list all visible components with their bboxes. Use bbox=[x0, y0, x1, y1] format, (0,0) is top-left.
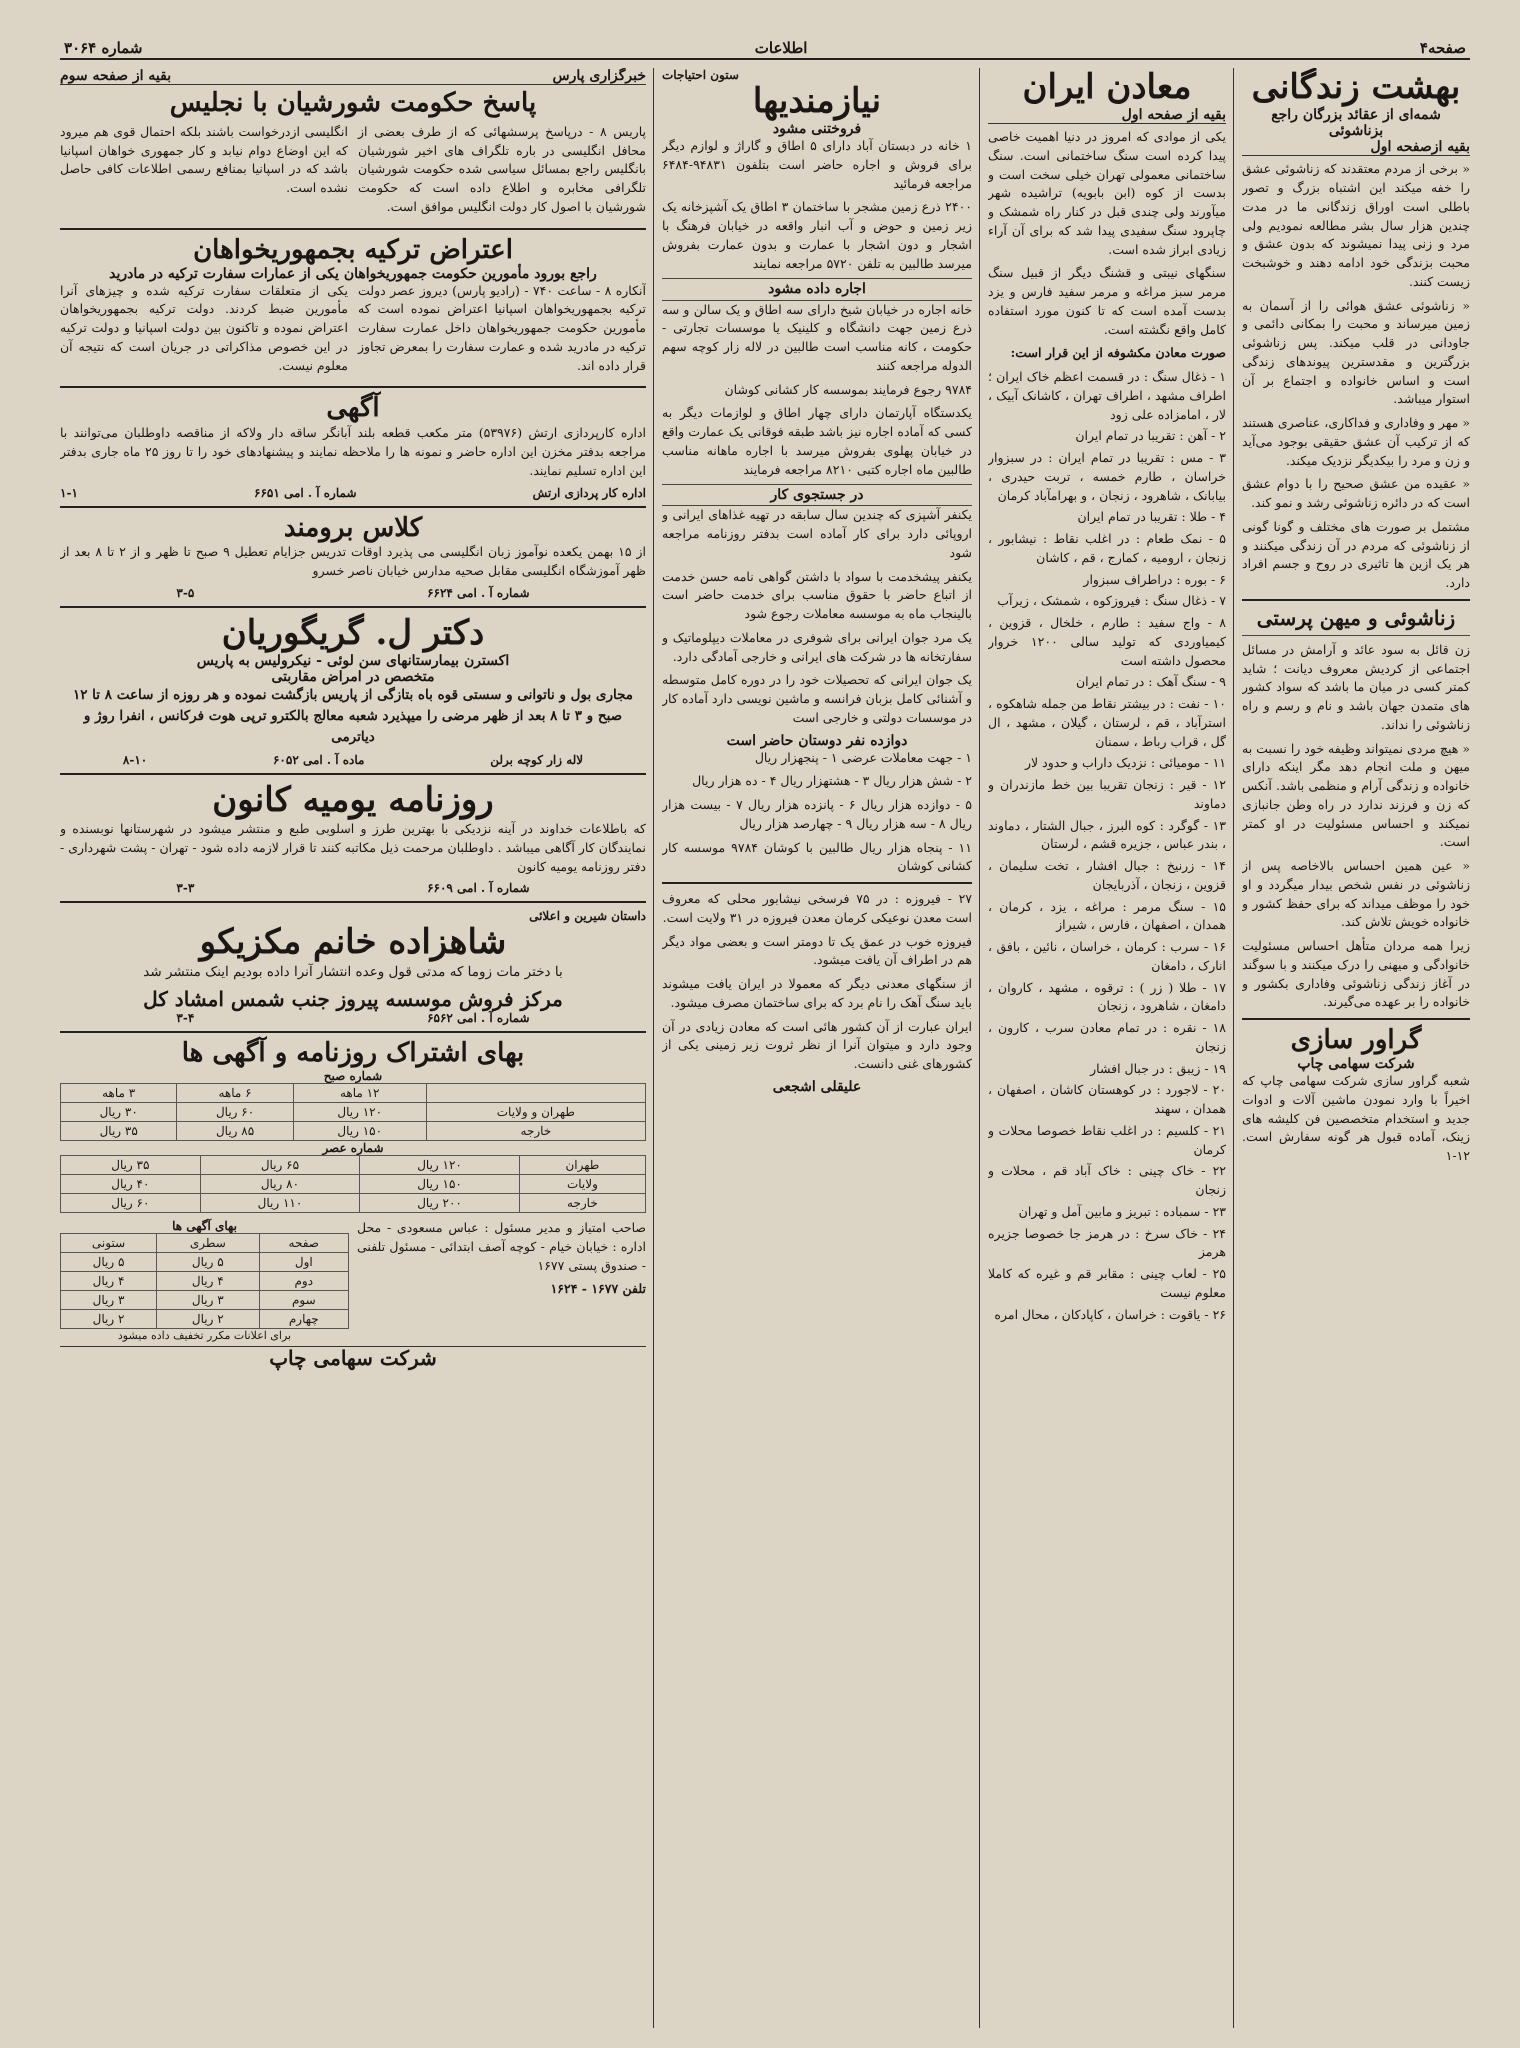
column-mines bbox=[988, 68, 1226, 2028]
list-item: یک مرد جوان ایرانی برای شوفری در معاملات دیپلوماتیک و سفارتخانه ها در شرکت های ایرانی و خارجی آمادگی دارد. bbox=[662, 629, 972, 664]
ad-sign: اداره کار پردازی ارتش bbox=[532, 485, 646, 500]
list-item: ۱۱ - پنجاه هزار ریال طالبین با کوشان ۹۷۸۴ موسسه کار کشانی کوشان bbox=[662, 839, 972, 874]
table-cell: ۲۰۰ ریال bbox=[360, 1194, 520, 1213]
table-cell: اول bbox=[259, 1253, 348, 1272]
column-classifieds bbox=[662, 68, 972, 2028]
table-cell: ۱۲۰ ریال bbox=[293, 1103, 426, 1122]
printer-name: شرکت سهامی چاپ bbox=[60, 1346, 646, 1370]
mines-list bbox=[988, 368, 1226, 1324]
table-cell: طهران و ولایات bbox=[426, 1103, 645, 1122]
ad-text: مجاری بول و ناتوانی و سستی قوه باه بتازگی از پاریس بازگشت نموده و هر روزه از ساعت ۸ تا ۱۲ صبح و ۳ تا ۸ بعد از ظهر مرضی را میپذیرد شعبه معالج بالکترو ترپی هوت فرکانس ، انفرا روژ و دیاترمی bbox=[72, 687, 634, 746]
book-ad bbox=[60, 909, 646, 1025]
table-cell: خارجه bbox=[519, 1194, 645, 1213]
paragraph: انگلیسی ازدرخواست باشند بلکه احتمال قوی هم میرود که این اوضاع دوام نیابد و کار جمهوری خواهان اسپانیا باشد که در اسپانیا بمنافع رسمی اطلاعات کافی حاصل نشده است. bbox=[60, 123, 348, 196]
continued-label: بقیه از صفحه اول bbox=[988, 107, 1226, 124]
story-title: پاسخ حکومت شورشیان با نجلیس bbox=[169, 88, 537, 118]
classifieds-title: نیازمندیها bbox=[752, 81, 882, 121]
list-item: ۹۷۸۴ رجوع فرمایند بموسسه کار کشانی کوشان bbox=[724, 381, 972, 397]
list-item: خانه اجاره در خیابان شیخ دارای سه اطاق و یک سالن و سه ذرع زمین جهت دانشگاه و کلینیک یا موسسات تجارتی - حکومت ، کانه مناسب است طالبین در لاله زار کوچه سهم الدوله مراجعه کنند bbox=[662, 301, 972, 373]
ad-ref: ماده آ . امی ۶۰۵۲ bbox=[272, 752, 365, 767]
paragraph: « هیچ مردی نمیتواند وظیفه خود را نسبت به میهن و ملت انجام دهد مگر اینکه دارای خانواده و زندگی آرام و منظمی باشد. آنکس که زن و فرزند ندارد در راه وطن جانبازی نمیکند و احساس مسئولیت در او کمتر است. bbox=[1242, 740, 1470, 850]
paragraph: « عین همین احساس بالاخاصه پس از زناشوئی در نفس شخص بیدار میگردد و او خود را موظف میداند که برای حفظ کشور و خانواده خویش تلاش کند. bbox=[1242, 858, 1470, 930]
table-header: سطری bbox=[157, 1234, 260, 1253]
engraving-ad-title: گراور سازی bbox=[1290, 1025, 1422, 1056]
story-subtitle: راجع بورود مأمورین حکومت جمهوریخواهان یکی از عمارات سفارت ترکیه در مادرید bbox=[109, 265, 597, 282]
table-row bbox=[61, 1291, 349, 1310]
table-cell: ۳۰ ریال bbox=[61, 1103, 177, 1122]
ad-ref: شماره آ . امی ۶۶۵۱ bbox=[254, 485, 357, 500]
ad-small: داستان شیرین و اعلائی bbox=[529, 909, 646, 924]
ad-count: ۸-۱۰ bbox=[122, 752, 148, 767]
ad-ref: شماره آ . امی ۶۵۶۲ bbox=[427, 1011, 530, 1026]
table-cell: ۲ ریال bbox=[157, 1310, 260, 1329]
list-item: ۲۴۰۰ ذرع زمین مشجر با ساختمان ۳ اطاق یک آشپزخانه یک زیر زمین و حوض و آب انبار واقعه در خیابان فرهنگ با اشجار و دون اشجار با عمارت و بدون عمارت بفروش میرسد طالبین به تلفن ۵۷۲۰ مراجعه نمایند bbox=[662, 199, 972, 271]
mine-list-item: ۱ - ذغال سنگ : در قسمت اعظم خاک ایران ؛ اطراف مشهد ، اطراف تهران ، کاشانک آبیک ، لار ، امامزاده علی زود bbox=[988, 369, 1226, 422]
mine-list-item: ۹ - سنگ آهک : در تمام ایران bbox=[1075, 674, 1226, 690]
ad-subtitle: متخصص در امراض مقاربتی bbox=[271, 669, 435, 686]
table-row bbox=[61, 1103, 646, 1122]
article-subtitle: شمه‌ای از عقائد بزرگان راجع بزناشوئی bbox=[1271, 107, 1441, 140]
paragraph: زیرا همه مردان متأهل احساس مسئولیت خانوادگی و میهنی را درک میکنند و با سوگند در آغاز زندگی زناشوئی وفاداری بکشور و خانواده را بر عهده می‌گیرند. bbox=[1242, 938, 1470, 1010]
mine-list-item: ۳ - مس : تقریبا در تمام ایران : در سبزوار خراسان ، طارم خمسه ، تربت حیدری ، بیابانک ، شاهرود ، زنجان ، و بهرامآباد کرمان bbox=[988, 450, 1226, 503]
ad-text: اداره کارپردازی ارتش (۵۳۹۷۶) متر مکعب قطعه بلند آبانگر ساقه دار ولاکه از مناقصه داوطلبان می‌توانند با مراجعه بدفتر مخزن این اداره حاضر و نمونه ها را ملاحظه نمایند و پیشنهادهای خود را تا روز ۲۵ ماه جاری بدفتر این اداره تسلیم نمایند. bbox=[60, 425, 646, 478]
ad-text: با دختر مات زوما که مدتی قول وعده انتشار آنرا داده بودیم اینک منتشر شد bbox=[143, 964, 563, 981]
ad-text: از ۱۵ بهمن یکعده نوآموز زبان انگلیسی می پذیرد اوقات تدریس جزایام تعطیل ۹ صبح تا ظهر و از ۲ تا ۸ بعد از ظهر آموزشگاه انگلیسی مقابل صحیه مدارس خیابان ناصر خسرو bbox=[60, 544, 646, 579]
mine-list-item: ۸ - واج سفید : طارم ، خلخال ، قزوین ، کیمیاوردی که تولید سالی ۱۲۰۰ خروار محصول داشته است bbox=[988, 615, 1226, 668]
mine-list-item: ۲۶ - یاقوت : خراسان ، کاپادکان ، محال امره bbox=[994, 1306, 1226, 1322]
table-cell: ۱۵۰ ریال bbox=[293, 1122, 426, 1141]
table-header bbox=[426, 1084, 645, 1103]
engraving-ad-subtitle: شرکت سهامی چاپ bbox=[1297, 1056, 1415, 1073]
jobs-heading: دوازده نفر دوستان حاضر است bbox=[726, 732, 908, 749]
footer-note: برای اعلانات مکرر تخفیف داده میشود bbox=[117, 1329, 292, 1343]
page-header bbox=[60, 38, 1470, 60]
paragraph: ایران عبارت از آن کشور هائی است که معادن زیادی در آن وجود دارد و میتوان آنرا از نظر ثروت زیر زمینی یکی از کشورهای غنی دانست. bbox=[662, 1018, 972, 1072]
ad-subtitle: مرکز فروش موسسه پیروز جنب شمس امشاد کل bbox=[143, 987, 563, 1012]
list-item: ۱ - جهت معاملات عرضی ۱ - پنجهزار ریال bbox=[754, 749, 972, 765]
mine-list-item: ۱۶ - سرب : کرمان ، خراسان ، نائین ، بافق ، انارک ، دامغان bbox=[988, 939, 1226, 973]
mine-list-item: ۱۵ - سنگ مرمر : مراغه ، یزد ، کرمان ، همدان ، اصفهان ، فارس ، شیراز bbox=[988, 898, 1226, 933]
engraving-ad-text: شعبه گراور سازی شرکت سهامی چاپ که اخیراً با وارد نمودن ماشین آلات و ادوات جدید و استخدام متخصصین فن کلیشه های زینک، آماده قبول هر گونه سفارش است. ۱۲-۱ bbox=[1242, 1073, 1470, 1164]
table-cell: چهارم bbox=[259, 1310, 348, 1329]
table-cell: ۸۰ ریال bbox=[200, 1175, 360, 1194]
continued-label: بقیه ازصفحه اول bbox=[1242, 139, 1470, 156]
section-label: ستون احتیاجات bbox=[662, 68, 739, 82]
paragraph: « زناشوئی عشق هوائی را از آسمان به زمین میرساند و محبت را بمکانی دائمی و جاودانی در قلب میکند. پس زناشوئی بزرگترین و مقدسترین پیوندهای زندگی است و اساس خانواده و اجتماع بر آن استوار میباشد. bbox=[1242, 297, 1470, 407]
list-item: ۵ - دوازده هزار ریال ۶ - پانزده هزار ریال ۷ - بیست هزار ریال ۸ - سه هزار ریال ۹ - چهارصد هزار ریال bbox=[662, 797, 972, 831]
paragraph: ۲۷ - فیروزه : در ۷۵ فرسخی نیشابور محلی که معروف است معدن نوعیکی کرمان معدن فیروزه در ۳۱ ولایت است. bbox=[662, 891, 972, 925]
list-item: ۲ - شش هزار ریال ۳ - هشتهزار ریال ۴ - ده هزار ریال bbox=[692, 773, 972, 789]
paragraph: سنگهای نیبتی و قشنگ دیگر از قبیل سنگ مرمر سبز مراغه و مرمر سفید فارس و یزد بدست آمده است که تا کنون مورد استفاده کامل واقع نگشته است. bbox=[988, 265, 1226, 337]
table-caption: شماره عصر bbox=[322, 1141, 384, 1156]
paragraph: آنکاره ۸ - ساعت ۷۴۰ - (رادیو پارس) دیروز عصر دولت ترکیه بجمهوریخواهان اسپانیا اعتراض نموده است که مأمورین حکومت جمهوریخواهان داخل عمارت سفارت ترکیه در مادرید شده و عمارت سفارت را بمعرض تجاوز قرار داده اند. bbox=[358, 282, 646, 373]
mine-list-item: ۱۲ - قیر : زنجان تقریبا بین خط مازندران و دماوند bbox=[988, 777, 1226, 811]
table-cell: ۲ ریال bbox=[61, 1310, 157, 1329]
paper-name: اطلاعات bbox=[754, 39, 808, 57]
ad-title: کلاس برومند bbox=[283, 512, 423, 543]
table-cell: ۱۲۰ ریال bbox=[360, 1156, 520, 1175]
army-ad bbox=[60, 394, 646, 499]
mine-list-item: ۱۹ - زیبق : در جبال افشار bbox=[1090, 1060, 1226, 1076]
paragraph: مشتمل بر صورت های مختلف و گونا گونی از زناشوئی که مردم در آن زندگی میکنند و هر یک ازین ها تاثیری در روح و جسم افراد دارد. bbox=[1242, 518, 1470, 591]
class-ad bbox=[60, 514, 646, 600]
phone-text: تلفن ۱۶۷۷ - ۱۶۲۴ bbox=[550, 1281, 646, 1297]
section-label: خبرگزاری پارس bbox=[552, 68, 646, 84]
list-item: ۱ خانه در دبستان آباد دارای ۵ اطاق و گاراژ و لوازم دیگر برای فروش و اجاره حاضر است بتلفون ۹۴۸۳۱-۶۴۸۴ مراجعه فرمائید bbox=[662, 138, 972, 191]
paragraph: از سنگهای معدنی دیگر که معمولا در ایران یافت میشوند باید سنگ آهک را نام برد که برای ساختمان مصرف میشود. bbox=[662, 976, 972, 1010]
table-cell: ۳۵ ریال bbox=[61, 1156, 201, 1175]
table-cell: ۶۰ ریال bbox=[177, 1103, 293, 1122]
table-cell: ۱۵۰ ریال bbox=[360, 1175, 520, 1194]
mine-list-item: ۷ - ذغال سنگ : فیروزکوه ، شمشک ، زیرآب bbox=[997, 593, 1226, 609]
page-label: صفحه۴ bbox=[1419, 39, 1466, 57]
mine-list-item: ۲۰ - لاجورد : در کوهستان کاشان ، اصفهان ، همدان ، سهند bbox=[988, 1082, 1226, 1117]
continued-label: بقیه از صفحه سوم bbox=[60, 68, 172, 84]
story-title: اعتراض ترکیه بجمهوریخواهان bbox=[193, 234, 513, 265]
ad-ref: شماره آ . امی ۶۶۲۴ bbox=[427, 585, 530, 600]
list-item: یکدستگاه آپارتمان دارای چهار اطاق و لوازمات دیگر به کسی که آماده اجاره نیز باشد طبقه فوقانی یک عمارت واقع در خیابان پهلوی بفروش میرسد با اجاره ماهانه مناسب طالبین ماه اجاره کتبی ۸۲۱۰ مراجعه فرمایند bbox=[662, 405, 972, 477]
ad-title: شاهزاده خانم مکزیکو bbox=[199, 922, 507, 963]
mine-list-item: ۶ - بوره : دراطراف سبزوار bbox=[1083, 571, 1226, 587]
newspaper-page bbox=[60, 38, 1470, 2028]
ad-title: روزنامه یومیه کانون bbox=[212, 779, 494, 820]
paragraph: فیروزه خوب در عمق یک تا دومتر است و بعضی مواد دیگر هم در اطراف آن یافت میشود. bbox=[662, 933, 972, 968]
author-signature: علیقلی اشجعی bbox=[772, 1078, 862, 1095]
table-cell: ۱۱۰ ریال bbox=[200, 1194, 360, 1213]
ad-text: که باطلاعات خداوند در آینه نزدیکی با بهترین طرز و اسلوبی طبع و منتشر میشود در شهرستانها نوبسنده و نمایندگان کار آگاهی میباشد . داوطلبان مرحمت ذیل مکاتبه کنند تا قرار لازمه داده شود - تهران - پشت شهرداری - دفتر روزنامه یومیه کانون bbox=[60, 821, 646, 874]
mine-list-item: ۲۴ - خاک سرخ : در هرمز جا خصوصا جزیره هرمز bbox=[988, 1225, 1226, 1260]
mine-list-item: ۱۰ - نفت : در بیشتر نقاط من جمله شاهکوه ، استرآباد ، قم ، لرستان ، گیلان ، مشهد ، ال گل ، قراب رباط ، سمنان bbox=[988, 696, 1226, 749]
paragraph: زن قائل به سود عائد و آرامش در مسائل اجتماعی از کردیش معروف دیانت ؛ شاید کمتر کسی در میان ما باشد که سواد کشور های متمدن جهان باشد و نام و رسم و راه زناشوئی را نداند. bbox=[1242, 641, 1470, 732]
mine-list-item: ۴ - طلا : تقریبا در تمام ایران bbox=[1077, 509, 1226, 525]
ad-prices-table bbox=[60, 1233, 349, 1329]
job-seek-heading: در جستجوی کار bbox=[662, 484, 972, 506]
ad-count: ۱-۱ bbox=[60, 485, 78, 500]
list-item: یکنفر پیشخدمت با سواد با داشتن گواهی نامه حسن خدمت از اتباع حاضر با حقوق مناسب برای خدمت حاضر است بالینجاب ماه به موسسه معاملات رجوع شود bbox=[662, 568, 972, 622]
mine-list-item: ۲۵ - لعاب چینی : مقابر قم و غیره که کاملا معلوم نیست bbox=[988, 1266, 1226, 1300]
subscription-box bbox=[60, 1039, 646, 1370]
table-cell: ولایات bbox=[519, 1175, 645, 1194]
ad-count: ۳-۴ bbox=[176, 1011, 195, 1026]
article-title: بهشت زندگانی bbox=[1251, 68, 1461, 107]
table-cell: ۳ ریال bbox=[157, 1291, 260, 1310]
rent-heading: اجاره داده مشود bbox=[662, 278, 972, 300]
table-cell: دوم bbox=[259, 1272, 348, 1291]
table-header: صفحه bbox=[259, 1234, 348, 1253]
ad-address: لاله زار کوچه برلن bbox=[490, 752, 584, 767]
table-caption: بهای آگهی ها bbox=[172, 1219, 237, 1234]
table-row bbox=[61, 1272, 349, 1291]
list-item: یک جوان ایرانی که تحصیلات خود را در دوره کامل متوسطه و آشنائی کامل بزبان فرانسه و ماشین نویسی دارد آماده کار در موسسات دولتی و خارجی است bbox=[662, 672, 972, 725]
table-caption: شماره صبح bbox=[323, 1069, 383, 1084]
subscription-table-evening bbox=[60, 1155, 646, 1213]
table-cell: ۵ ریال bbox=[61, 1253, 157, 1272]
mine-list-item: ۱۱ - مومیائی : نزدیک داراب و حدود لار bbox=[1024, 755, 1226, 771]
table-cell: ۴۰ ریال bbox=[61, 1175, 201, 1194]
table-cell: ۶۰ ریال bbox=[61, 1194, 201, 1213]
table-row bbox=[61, 1194, 646, 1213]
mine-list-item: ۲۳ - سمباده : تبریز و مابین آمل و تهران bbox=[1018, 1203, 1226, 1219]
table-row bbox=[61, 1310, 349, 1329]
table-cell: ۳ ریال bbox=[61, 1291, 157, 1310]
table-cell: ۴ ریال bbox=[157, 1272, 260, 1291]
table-row bbox=[61, 1156, 646, 1175]
list-heading: صورت معادن مکشوفه از این قرار است: bbox=[1010, 345, 1226, 361]
mine-list-item: ۱۸ - نقره : در تمام معادن سرب ، کارون ، زنجان bbox=[988, 1020, 1226, 1054]
mine-list-item: ۱۷ - طلا ( زر ) : ترقوه ، مشهد ، کاروان ، دامغان ، شاهرود ، زنجان bbox=[988, 979, 1226, 1014]
subscription-title: بهای اشتراک روزنامه و آگهی ها bbox=[181, 1038, 525, 1069]
table-cell: خارجه bbox=[426, 1122, 645, 1141]
ad-title: دکتر ل. گریگوریان bbox=[221, 612, 485, 653]
table-cell: سوم bbox=[259, 1291, 348, 1310]
table-cell: ۴ ریال bbox=[61, 1272, 157, 1291]
sale-heading: فروختنی مشود bbox=[772, 121, 862, 138]
table-cell: ۶۵ ریال bbox=[200, 1156, 360, 1175]
table-header: ۱۲ ماهه bbox=[293, 1084, 426, 1103]
paragraph: « عقیده من عشق صحیح را با دوام عشق است که در دائره زناشوئی رشد و نمو کند. bbox=[1242, 476, 1470, 511]
paragraph: « مهر و وفاداری و فداکاری، عناصری هستند که از ترکیب آن عشق حقیقی بوجود می‌آید و زن و مرد را بیکدیگر نزدیک میکند. bbox=[1242, 415, 1470, 468]
mine-list-item: ۵ - نمک طعام : در اغلب نقاط : نیشابور ، زنجان ، ارومیه ، کمارج ، قم ، کاشان bbox=[988, 531, 1226, 565]
paragraph: « برخی از مردم معتقدند که زناشوئی عشق را خفه میکند این اشتباه بزرگ و تصور باطلی است اوراق زندگانی ما در مدت چندین هزار سال بشر مطالعه نمودیم ولی مرد و زنی پیدا نمیشوند که بدون عشق و محبت بزندگی خود ادامه دهند و خوشبخت زیست کنند. bbox=[1242, 161, 1470, 289]
paragraph: پاریس ۸ - درپاسخ پرسشهائی که از طرف بعضی از محافل انگلیسی در باره تلگراف های اخیر شورشیان بانگلیس راجع بمسائل سیاسی شده حکومت شورشیان تلگرافی مخابره و اطلاع داده است که حکومت شورشیان با اصول کار دولت انگلیس موافق است. bbox=[358, 123, 646, 214]
ad-ref: شماره آ . امی ۶۶۰۹ bbox=[427, 881, 530, 896]
section-title: زناشوئی و میهن پرستی bbox=[1256, 605, 1456, 630]
column-right bbox=[1242, 68, 1470, 2028]
subscription-table-morning bbox=[60, 1083, 646, 1141]
table-cell: ۵ ریال bbox=[157, 1253, 260, 1272]
column-left bbox=[60, 68, 646, 2028]
mine-list-item: ۲ - آهن : تقریبا در تمام ایران bbox=[1075, 428, 1226, 444]
ad-count: ۳-۳ bbox=[176, 881, 195, 896]
owner-text: صاحب امتیاز و مدیر مسئول : عباس مسعودی - محل اداره : خیابان خیام - کوچه آصف ابتدائی - مسئول تلفنی - صندوق پستی ۱۶۷۷ bbox=[357, 1220, 646, 1273]
table-cell: ۸۵ ریال bbox=[177, 1122, 293, 1141]
table-row bbox=[61, 1175, 646, 1194]
ad-subtitle: اکسترن بیمارستانهای سن لوئی - نیکرولیس به پاریس bbox=[196, 653, 510, 669]
table-cell: ۳۵ ریال bbox=[61, 1122, 177, 1141]
paragraph: یکی از متعلقات سفارت ترکیه شده و چیزهای آنرا مأمورین ضبط کردند. دولت ترکیه بجمهوریخواهان اعتراض نموده و تاکنون بین دولت اسپانیا و دولت ترکیه در این خصوص مذاکراتی در جریان است که نتیجه آن معلوم نیست. bbox=[60, 282, 348, 373]
table-header: ستونی bbox=[61, 1234, 157, 1253]
list-item: یکنفر آشپزی که چندین سال سابقه در تهیه غذاهای ایرانی و اروپائی دارد برای کار آماده است بدفتر روزنامه مراجعه شود bbox=[662, 507, 972, 560]
table-cell: طهران bbox=[519, 1156, 645, 1175]
kanoon-ad bbox=[60, 781, 646, 895]
article-title: معادن ایران bbox=[1022, 68, 1192, 107]
paragraph: یکی از موادی که امروز در دنیا اهمیت خاصی پیدا کرده است سنگ ساختمانی است. سنگ ساختمانی معمولی تهران خیلی سخت است و بدست از کوه (ابن بابویه) تراشیده شهر میآورند ولی چندی قبل در کنار راه شمشک و چاپرود سنگ سفیدی پیدا شد که برای آن آراء زیادی ابراز شده است. bbox=[988, 129, 1226, 257]
mine-list-item: ۱۳ - گوگرد : کوه البرز ، جبال الشتار ، دماوند ، بندر عباس ، جزیره قشم ، لرستان bbox=[988, 817, 1226, 852]
mine-list-item: ۲۱ - کلسیم : در اغلب نقاط خصوصا محلات و کرمان bbox=[988, 1122, 1226, 1157]
mine-list-item: ۲۲ - خاک چینی : خاک آباد قم ، محلات و زنجان bbox=[988, 1163, 1226, 1198]
table-row bbox=[61, 1253, 349, 1272]
doctor-ad bbox=[60, 614, 646, 767]
ad-count: ۳-۵ bbox=[176, 585, 195, 600]
table-row bbox=[61, 1122, 646, 1141]
mine-list-item: ۱۴ - زرنیخ : جبال افشار ، تخت سلیمان ، قزوین ، زنجان ، آذربایجان bbox=[988, 858, 1226, 892]
ad-title: آگهی bbox=[326, 393, 380, 424]
table-header: ۳ ماهه bbox=[61, 1084, 177, 1103]
table-header: ۶ ماهه bbox=[177, 1084, 293, 1103]
issue-number: شماره ۳۰۶۴ bbox=[64, 39, 143, 57]
